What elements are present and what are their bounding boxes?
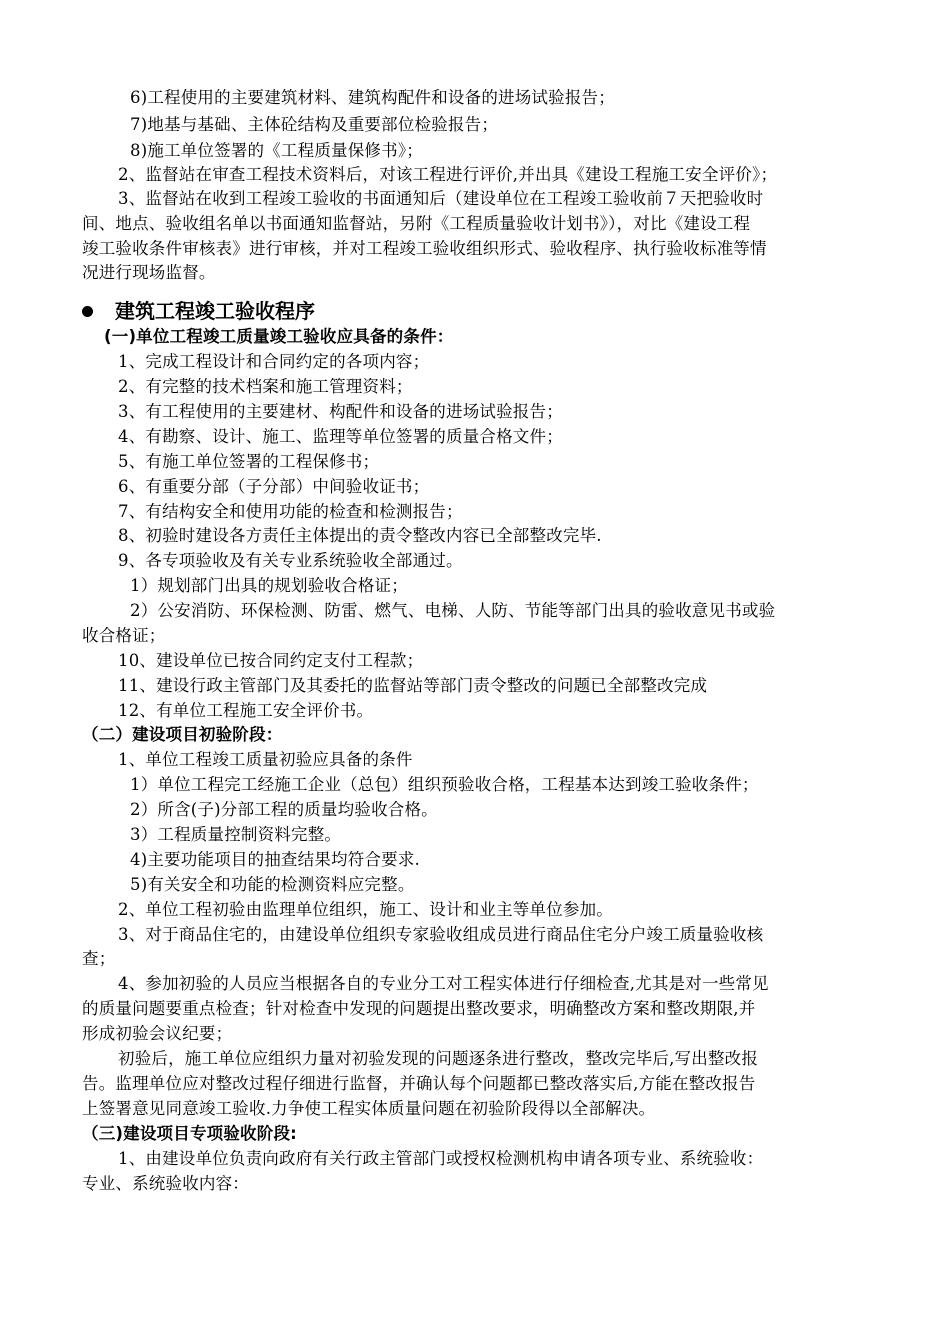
after-initial-check-line-3: 上签署意见同意竣工验收.力争使工程实体质量问题在初验阶段得以全部解决。 [82, 1099, 656, 1118]
initial-check-1-sub-5: 5)有关安全和功能的检测资料应完整。 [130, 875, 415, 894]
bullet-icon [82, 306, 93, 317]
intro-paragraph-3-line-4: 况进行现场监督。 [82, 263, 216, 282]
initial-check-3-line-2: 查； [82, 949, 116, 968]
initial-check-1-sub-2: 2）所含(子)分部工程的质量均验收合格。 [130, 800, 438, 819]
initial-check-3-line-1: 3、对于商品住宅的，由建设单位组织专家验收组成员进行商品住宅分户竣工质量验收核 [118, 925, 764, 944]
initial-check-1-sub-1: 1）单位工程完工经施工企业（总包）组织预验收合格，工程基本达到竣工验收条件； [130, 775, 759, 794]
initial-check-4-line-2: 的质量问题要重点检查；针对检查中发现的问题提出整改要求，明确整改方案和整改期限,并 [82, 999, 756, 1018]
initial-check-1: 1、单位工程竣工质量初验应具备的条件 [118, 750, 413, 769]
condition-1: 1、完成工程设计和合同约定的各项内容； [118, 352, 430, 371]
section-heading-text: 建筑工程竣工验收程序 [115, 299, 315, 323]
initial-check-4-line-1: 4、参加初验的人员应当根据各自的专业分工对工程实体进行仔细检查,尤其是对一些常见 [118, 974, 769, 993]
condition-9-sub-1: 1）规划部门出具的规划验收合格证； [130, 576, 408, 595]
condition-9-sub-2-line-1: 2）公安消防、环保检测、防雷、燃气、电梯、人防、节能等部门出具的验收意见书或验 [130, 601, 776, 620]
initial-check-1-sub-4: 4)主要功能项目的抽查结果均符合要求. [130, 850, 420, 869]
intro-paragraph-2: 2、监督站在审查工程技术资料后，对该工程进行评价,并出具《建设工程施工安全评价》； [118, 165, 778, 184]
initial-check-1-sub-3: 3）工程质量控制资料完整。 [130, 825, 342, 844]
subsection-2-title: （二）建设项目初验阶段： [82, 725, 283, 744]
subsection-3-title: （三)建设项目专项验收阶段: [82, 1124, 297, 1143]
condition-4: 4、有勘察、设计、施工、监理等单位签署的质量合格文件； [118, 427, 563, 446]
initial-check-4-line-3: 形成初验会议纪要； [82, 1024, 233, 1043]
initial-check-2: 2、单位工程初验由监理单位组织，施工、设计和业主等单位参加。 [118, 900, 613, 919]
after-initial-check-line-2: 告。监理单位应对整改过程仔细进行监督，并确认每个问题都已整改落实后,方能在整改报告 [82, 1074, 756, 1093]
condition-12: 12、有单位工程施工安全评价书。 [118, 701, 374, 720]
intro-paragraph-3-line-3: 竣工验收条件审核表》进行审核，并对工程竣工验收组织形式、验收程序、执行验收标准等情 [82, 239, 767, 258]
condition-10: 10、建设单位已按合同约定支付工程款； [118, 651, 424, 670]
condition-9: 9、各专项验收及有关专业系统验收全部通过。 [118, 551, 463, 570]
intro-item-8: 8)施工单位签署的《工程质量保修书》； [130, 141, 423, 160]
intro-paragraph-3-line-1: 3、监督站在收到工程竣工验收的书面通知后（建设单位在工程竣工验收前７天把验收时 [118, 189, 764, 208]
special-acceptance-1-line-1: 1、由建设单位负责向政府有关行政主管部门或授权检测机构申请各项专业、系统验收： [118, 1149, 764, 1168]
intro-item-6: 6)工程使用的主要建筑材料、建筑构配件和设备的进场试验报告； [130, 88, 615, 107]
condition-11: 11、建设行政主管部门及其委托的监督站等部门责令整改的问题已全部整改完成 [118, 676, 708, 695]
intro-item-7: 7)地基与基础、主体砼结构及重要部位检验报告； [130, 115, 499, 134]
after-initial-check-line-1: 初验后，施工单位应组织力量对初验发现的问题逐条进行整改，整改完毕后,写出整改报 [118, 1049, 759, 1068]
special-acceptance-1-line-2: 专业、系统验收内容： [82, 1174, 249, 1193]
condition-5: 5、有施工单位签署的工程保修书； [118, 452, 380, 471]
condition-9-sub-2-line-2: 收合格证； [82, 626, 166, 645]
section-heading [82, 296, 315, 326]
condition-3: 3、有工程使用的主要建材、构配件和设备的进场试验报告； [118, 402, 563, 421]
condition-7: 7、有结构安全和使用功能的检查和检测报告； [118, 502, 463, 521]
condition-8: 8、初验时建设各方责任主体提出的责令整改内容已全部整改完毕. [118, 526, 602, 545]
condition-2: 2、有完整的技术档案和施工管理资料； [118, 377, 413, 396]
intro-paragraph-3-line-2: 间、地点、验收组名单以书面通知监督站，另附《工程质量验收计划书》），对比《建设工程 [82, 214, 751, 233]
subsection-1-title: (一)单位工程竣工质量竣工验收应具备的条件： [104, 327, 454, 346]
condition-6: 6、有重要分部（子分部）中间验收证书； [118, 477, 430, 496]
